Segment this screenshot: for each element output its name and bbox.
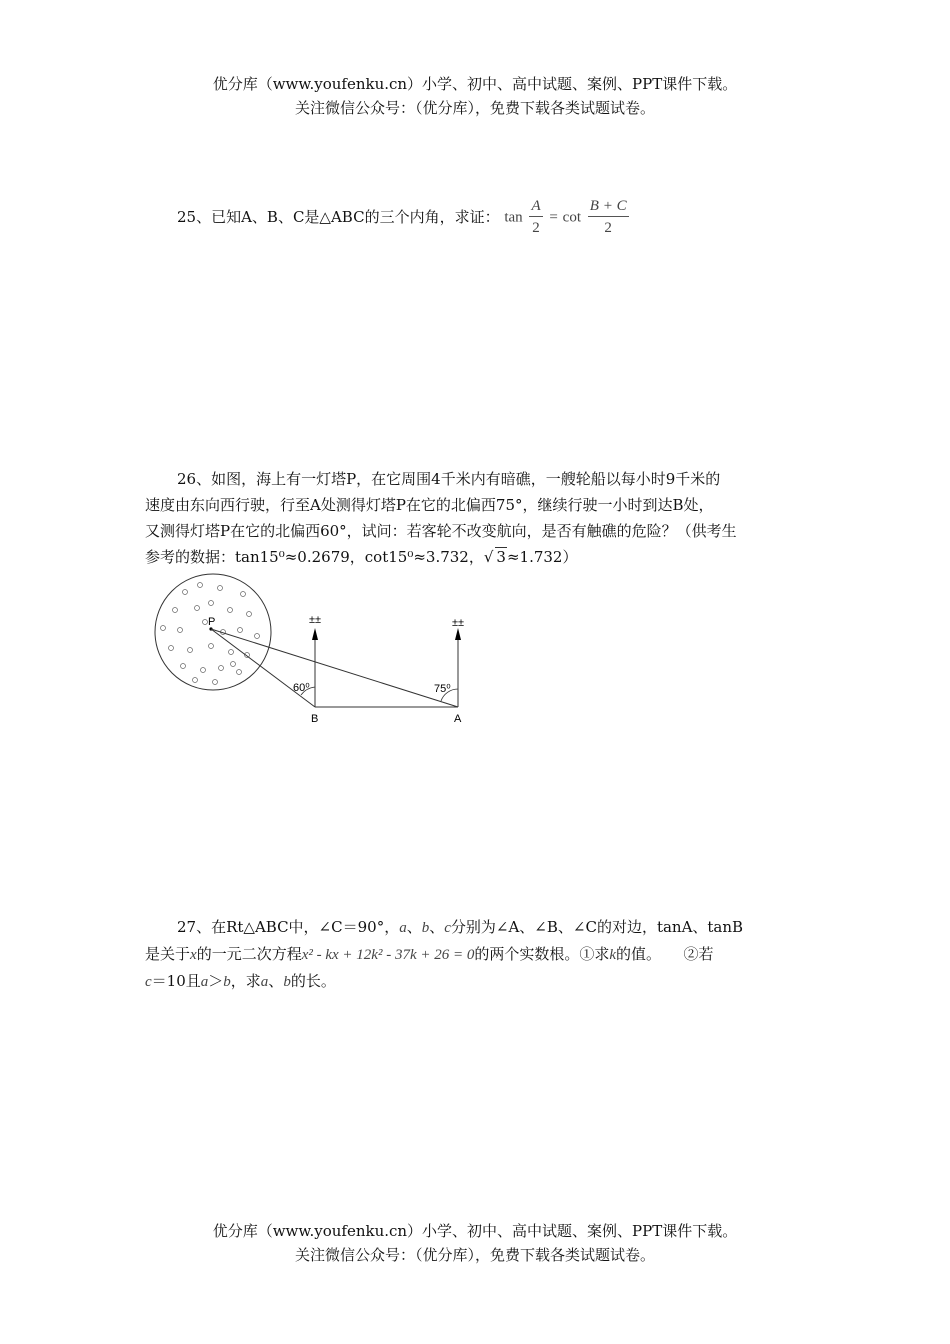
- q27-sides: 分别为∠A、∠B、∠C的对边，tanA、tanB: [450, 918, 744, 936]
- q27-intro: 27、在Rt△ABC中，∠C＝90°，: [177, 918, 400, 936]
- question-26-line-3: 又测得灯塔P在它的北偏西60°，试问：若客轮不改变航向，是否有触礁的危险？（供考生: [145, 522, 737, 540]
- fraction-a-over-2: [529, 196, 542, 239]
- var-b: b: [421, 920, 430, 936]
- footer-line-2: 关注微信公众号：（优分库），免费下载各类试题试卷。: [294, 1246, 655, 1264]
- line-pb: [211, 629, 315, 707]
- reef-dots: [161, 583, 260, 685]
- header-line-2: 关注微信公众号：（优分库），免费下载各类试题试卷。: [294, 99, 655, 117]
- var-a: a: [399, 920, 407, 936]
- header-line-1: 优分库（www.youfenku.cn）小学、初中、高中试题、案例、PPT课件下载。: [212, 75, 738, 93]
- reef-circle: [155, 574, 271, 690]
- formula-equals: =: [549, 209, 558, 226]
- formula-tan: tan: [504, 209, 523, 226]
- separator: 、: [429, 918, 445, 936]
- footer-line-1: 优分库（www.youfenku.cn）小学、初中、高中试题、案例、PPT课件下载。: [212, 1222, 738, 1240]
- lighthouse-figure: [145, 570, 485, 735]
- fraction-denominator: 2: [604, 220, 612, 236]
- q27-text: 的两个实数根。①求: [474, 945, 610, 963]
- var-c: c: [145, 974, 152, 990]
- q27-text: ，求: [230, 972, 261, 990]
- line-pa: [211, 629, 458, 707]
- sqrt-argument: 3: [496, 548, 506, 566]
- question-27: [145, 914, 810, 995]
- question-26-line-2: 速度由东向西行驶，行至A处测得灯塔P在它的北偏西75°，继续行驶一小时到达B处，: [145, 496, 714, 514]
- fraction-bc-over-2: [588, 196, 629, 239]
- page-footer: [0, 1219, 950, 1267]
- q27-text: 的一元二次方程: [196, 945, 302, 963]
- fraction-denominator: 2: [532, 220, 540, 236]
- var-x: x: [190, 947, 197, 963]
- fraction-numerator: A: [529, 196, 542, 217]
- var-a: a: [260, 974, 269, 990]
- angle-label-b: 60⁰: [293, 682, 310, 694]
- sqrt-symbol: √: [483, 548, 494, 566]
- q27-text: ＝10且: [151, 972, 201, 990]
- label-p: P: [208, 616, 216, 628]
- angle-label-a: 75⁰: [434, 683, 451, 695]
- q27-text: 是关于: [145, 945, 191, 963]
- question-25-text: 25、已知A、B、C是△ABC的三个内角，求证：: [177, 207, 500, 226]
- north-arrow-a-icon: [455, 628, 461, 640]
- page-header: [0, 72, 950, 120]
- question-26: [145, 466, 810, 570]
- var-k: k: [609, 947, 617, 963]
- question-27-line-3: [145, 968, 810, 995]
- var-a: a: [200, 974, 209, 990]
- question-27-line-1: [145, 914, 810, 941]
- var-b: b: [283, 974, 291, 990]
- north-arrow-b-icon: [312, 628, 318, 640]
- q27-text: 的值。 ②若: [616, 945, 714, 963]
- question-26-line-1: 26、如图，海上有一灯塔P，在它周围4千米内有暗礁，一艘轮船以每小时9千米的: [177, 470, 721, 488]
- q27-text: ＞: [208, 972, 224, 990]
- label-b: B: [311, 713, 319, 725]
- separator: 、: [268, 972, 284, 990]
- var-c: c: [444, 920, 451, 936]
- north-label-b: ±±: [309, 614, 322, 626]
- separator: 、: [406, 918, 422, 936]
- reference-data: 参考的数据：tan15⁰≈0.2679，cot15⁰≈3.732，: [145, 548, 484, 566]
- question-25: [145, 196, 810, 239]
- north-label-a: ±±: [452, 617, 465, 629]
- q27-text: 的长。: [290, 972, 336, 990]
- quadratic-equation: x² - kx + 12k² - 37k + 26 = 0: [301, 947, 475, 963]
- fraction-numerator: B + C: [588, 196, 629, 217]
- label-a: A: [454, 713, 462, 725]
- sqrt-approx: ≈1.732）: [506, 548, 578, 566]
- formula-cot: cot: [562, 209, 581, 226]
- var-b: b: [223, 974, 231, 990]
- question-27-line-2: [145, 941, 810, 968]
- question-26-line-4: [145, 544, 810, 570]
